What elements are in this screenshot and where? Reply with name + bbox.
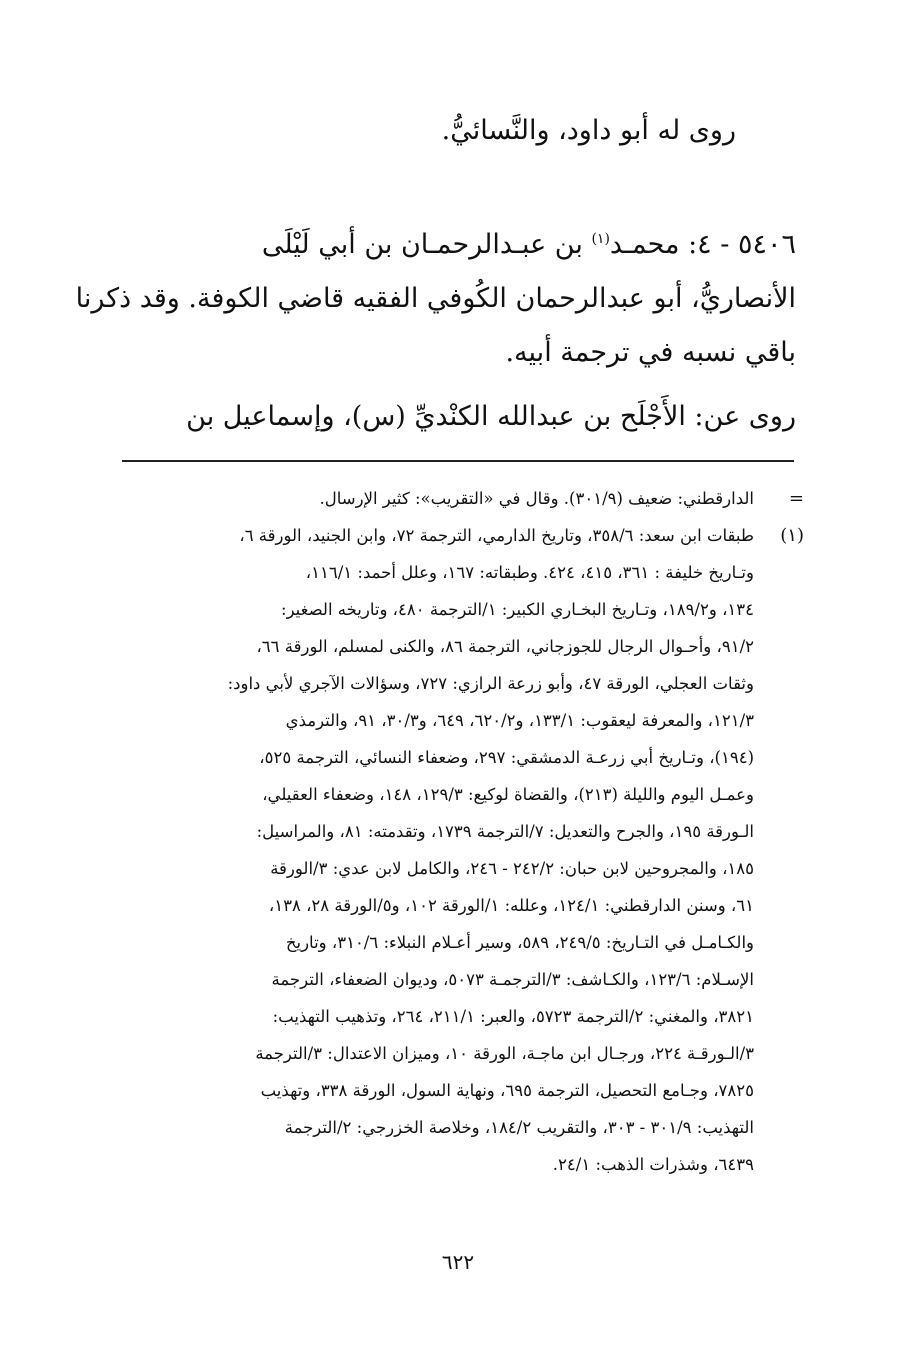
- footnote-1-line: والكـامـل في التـاريخ: ٢٤٩/٥، ٥٨٩، وسير أعـلام النبلاء: ٣١٠/٦، وتاريخ: [285, 933, 754, 952]
- footnote-1-line: التهذيب: ٣٠١/٩ - ٣٠٣، والتقريب ١٨٤/٢، وخلاصة الخزرجي: ٢/الترجمة: [284, 1118, 754, 1137]
- biography-heading-line: [262, 218, 796, 272]
- footnote-1-marker: (١): [780, 525, 804, 546]
- page-number: ٦٢٢: [441, 1250, 475, 1274]
- footnote-1-line: وعمـل اليوم والليلة (٢١٣)، والقضاة لوكيع: ١٢٩/٣، ١٤٨، وضعفاء العقيلي،: [262, 785, 754, 804]
- footnote-1-line: ٩١/٢، وأحـوال الرجال للجوزجاني، الترجمة ٨٦، والكنى لمسلم، الورقة ٦٦،: [256, 637, 754, 656]
- footnote-reference-1: (١): [591, 231, 610, 247]
- footnote-1-line: ٣/الـورقـة ٢٢٤، ورجـال ابن ماجـة، الورقة ١٠، وميزان الاعتدال: ٣/الترجمة: [255, 1044, 754, 1063]
- footnote-continuation-marker: =: [788, 488, 804, 509]
- footnote-1-line: ٦١، وسنن الدارقطني: ١٢٤/١، وعلله: ١/الورقة ١٠٢، و٥/الورقة ٢٨، ١٣٨،: [268, 896, 754, 915]
- footnote-1-line: ٧٨٢٥، وجـامع التحصيل، الترجمة ٦٩٥، ونهاية السول، الورقة ٣٣٨، وتهذيب: [260, 1081, 754, 1100]
- main-text-line-4: باقي نسبه في ترجمة أبيه.: [505, 337, 796, 368]
- footnote-1-line: ١٢١/٣، والمعرفة ليعقوب: ١٣٣/١، و٦٢٠/٢، ٦٤٩، و٣٠/٣، ٩١، والترمذي: [285, 711, 754, 730]
- footnote-continuation-text: الدارقطني: ضعيف (٣٠١/٩). وقال في «التقريب»: كثير الإرسال.: [319, 489, 754, 508]
- footnote-1-line: ٦٤٣٩، وشذرات الذهب: ٢٤/١.: [552, 1155, 754, 1174]
- main-text-line-1: روى له أبو داود، والنَّسائيُّ.: [441, 115, 736, 146]
- footnote-separator: [122, 460, 794, 462]
- footnote-1-line: طبقات ابن سعد: ٣٥٨/٦، وتاريخ الدارمي، الترجمة ٧٢، وابن الجنيد، الورقة ٦،: [239, 526, 754, 545]
- footnote-1-line: ٣٨٢١، والمغني: ٢/الترجمة ٥٧٢٣، والعبر: ٢١١/١، ٢٦٤، وتذهيب التهذيب:: [272, 1007, 754, 1026]
- footnote-1-line: الإسـلام: ١٢٣/٦، والكـاشف: ٣/الترجمـة ٥٠٧٣، وديوان الضعفاء، الترجمة: [271, 970, 754, 989]
- main-text-line-3: الأنصاريُّ، أبو عبدالرحمان الكُوفي الفقيه قاضي الكوفة. وقد ذكرنا: [75, 283, 796, 314]
- main-text-line-5: روى عن: الأَجْلَح بن عبدالله الكنْديِّ (س)، وإسماعيل بن: [186, 401, 796, 432]
- biography-number-and-name: ٥٤٠٦ - ٤: محمـد: [609, 229, 796, 260]
- footnote-1-line: ١٨٥، والمجروحين لابن حبان: ٢٤٢/٢ - ٢٤٦، والكامل لابن عدي: ٣/الورقة: [270, 859, 754, 878]
- footnote-1-line: وتـاريخ خليفة : ٣٦١، ٤١٥، ٤٢٤. وطبقاته: ١٦٧، وعلل أحمد: ١١٦/١،: [305, 563, 754, 582]
- biography-name-continuation: بن عبـدالرحمـان بن أبي لَيْلَى: [261, 229, 592, 260]
- footnote-1-line: الـورقة ١٩٥، والجرح والتعديل: ٧/الترجمة ١٧٣٩، وتقدمته: ٨١، والمراسيل:: [256, 822, 754, 841]
- footnote-1-line: ١٣٤، و١٨٩/٢، وتـاريخ البخـاري الكبير: ١/الترجمة ٤٨٠، وتاريخه الصغير:: [281, 600, 754, 619]
- footnote-1-line: (١٩٤)، وتـاريخ أبي زرعـة الدمشقي: ٢٩٧، وضعفاء النسائي، الترجمة ٥٢٥،: [259, 748, 754, 767]
- footnote-1-line: وثقات العجلي، الورقة ٤٧، وأبو زرعة الرازي: ٧٢٧، وسؤالات الآجري لأبي داود:: [227, 674, 754, 693]
